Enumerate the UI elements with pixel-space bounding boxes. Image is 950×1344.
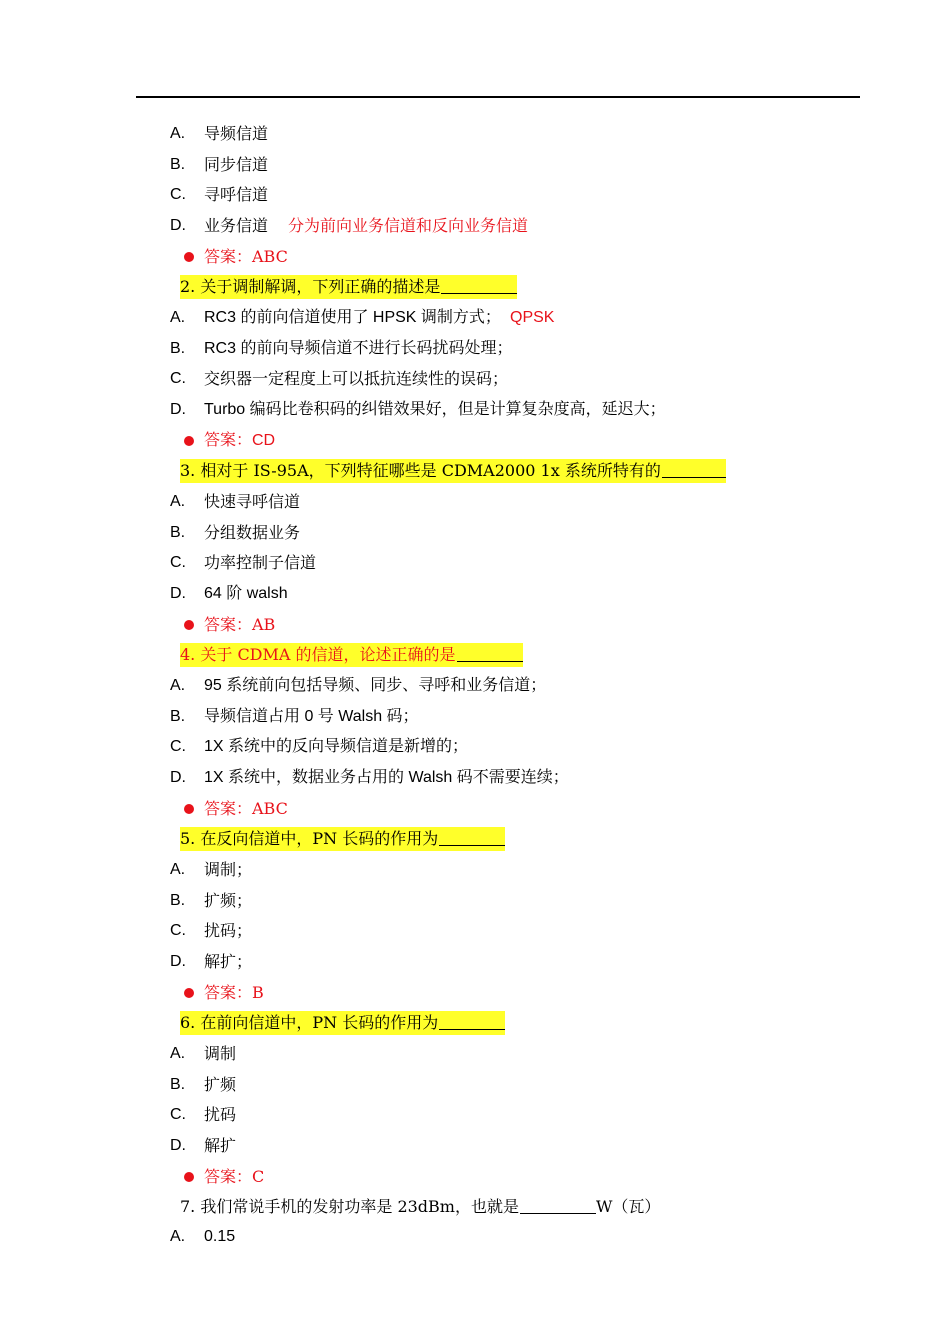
option-text: 解扩；: [204, 952, 253, 971]
option-text: 功率控制子信道: [204, 553, 317, 572]
answer-text: 答案：ABC: [204, 247, 288, 266]
option-letter: A.: [170, 493, 186, 510]
option-letter: B.: [170, 340, 186, 357]
answer-text: 答案：CD: [204, 432, 276, 449]
option-letter: D.: [170, 217, 186, 234]
bullet-icon: [184, 620, 194, 630]
header-rule: [136, 96, 860, 98]
option-letter: B.: [170, 156, 186, 173]
answer-text: 答案：ABC: [204, 799, 288, 818]
option-text: 导频信道占用 0 号 Walsh 码；: [204, 708, 419, 725]
option-letter: D.: [170, 585, 186, 602]
option-letter: D.: [170, 953, 186, 970]
bullet-icon: [184, 436, 194, 446]
option-text: 1X 系统中，数据业务占用的 Walsh 码不需要连续；: [204, 769, 569, 786]
option-letter: C.: [170, 554, 186, 571]
question-title: 2. 关于调制解调，下列正确的描述是: [180, 275, 517, 299]
option-letter: A.: [170, 125, 186, 142]
option-letter: C.: [170, 370, 186, 387]
question-title: 5. 在反向信道中，PN 长码的作用为: [180, 827, 505, 851]
option-text: 64 阶 walsh: [204, 585, 288, 602]
answer-blank: [439, 829, 505, 846]
option-text: 业务信道: [204, 216, 269, 235]
option-text: 导频信道: [204, 124, 269, 143]
answer-blank: [520, 1197, 596, 1214]
option-text: 95 系统前向包括导频、同步、寻呼和业务信道；: [204, 677, 547, 694]
option-text: 分组数据业务: [204, 523, 301, 542]
option-letter: C.: [170, 738, 186, 755]
answer-blank: [662, 461, 726, 478]
option-text: 扩频；: [204, 891, 253, 910]
option-text: RC3 的前向信道使用了 HPSK 调制方式；: [204, 309, 501, 326]
bullet-icon: [184, 1172, 194, 1182]
option-letter: D.: [170, 769, 186, 786]
answer-blank: [439, 1013, 505, 1030]
option-letter: A.: [170, 1045, 186, 1062]
option-letter: D.: [170, 1137, 186, 1154]
question-title: 6. 在前向信道中，PN 长码的作用为: [180, 1011, 505, 1035]
option-text: 1X 系统中的反向导频信道是新增的；: [204, 738, 469, 755]
answer-text: 答案：B: [204, 983, 264, 1002]
answer-text: 答案：C: [204, 1167, 265, 1186]
option-text: 扰码；: [204, 921, 253, 940]
option-text: 扰码: [204, 1105, 237, 1124]
option-letter: B.: [170, 708, 186, 725]
option-letter: B.: [170, 1076, 186, 1093]
option-letter: A.: [170, 861, 186, 878]
option-text: 调制；: [204, 860, 253, 879]
answer-text: 答案：AB: [204, 615, 276, 634]
bullet-icon: [184, 804, 194, 814]
option-text: 交织器一定程度上可以抵抗连续性的误码；: [204, 369, 509, 388]
option-note: 分为前向业务信道和反向业务信道: [288, 216, 529, 235]
option-letter: C.: [170, 1106, 186, 1123]
option-letter: A.: [170, 309, 186, 326]
question-title: 4. 关于 CDMA 的信道，论述正确的是: [180, 643, 523, 667]
option-text: 解扩: [204, 1136, 237, 1155]
option-letter: D.: [170, 401, 186, 418]
option-letter: C.: [170, 186, 186, 203]
option-letter: C.: [170, 922, 186, 939]
option-letter: A.: [170, 677, 186, 694]
option-text: 寻呼信道: [204, 185, 269, 204]
option-text: Turbo 编码比卷积码的纠错效果好，但是计算复杂度高，延迟大；: [204, 401, 666, 418]
answer-blank: [441, 277, 517, 294]
question-title: 3. 相对于 IS-95A，下列特征哪些是 CDMA2000 1x 系统所特有的: [180, 459, 726, 483]
option-text: RC3 的前向导频信道不进行长码扰码处理；: [204, 340, 513, 357]
bullet-icon: [184, 988, 194, 998]
option-letter: B.: [170, 524, 186, 541]
option-letter: B.: [170, 892, 186, 909]
option-letter: A.: [170, 1228, 186, 1245]
option-text: 同步信道: [204, 155, 269, 174]
answer-blank: [457, 645, 523, 662]
option-text: 扩频: [204, 1075, 237, 1094]
option-text: 快速寻呼信道: [204, 492, 301, 511]
bullet-icon: [184, 252, 194, 262]
option-text: 调制: [204, 1044, 237, 1063]
question-title: 7. 我们常说手机的发射功率是 23dBm，也就是 W（瓦）: [180, 1197, 661, 1216]
option-text: 0.15: [204, 1228, 236, 1245]
option-note: QPSK: [510, 309, 555, 326]
